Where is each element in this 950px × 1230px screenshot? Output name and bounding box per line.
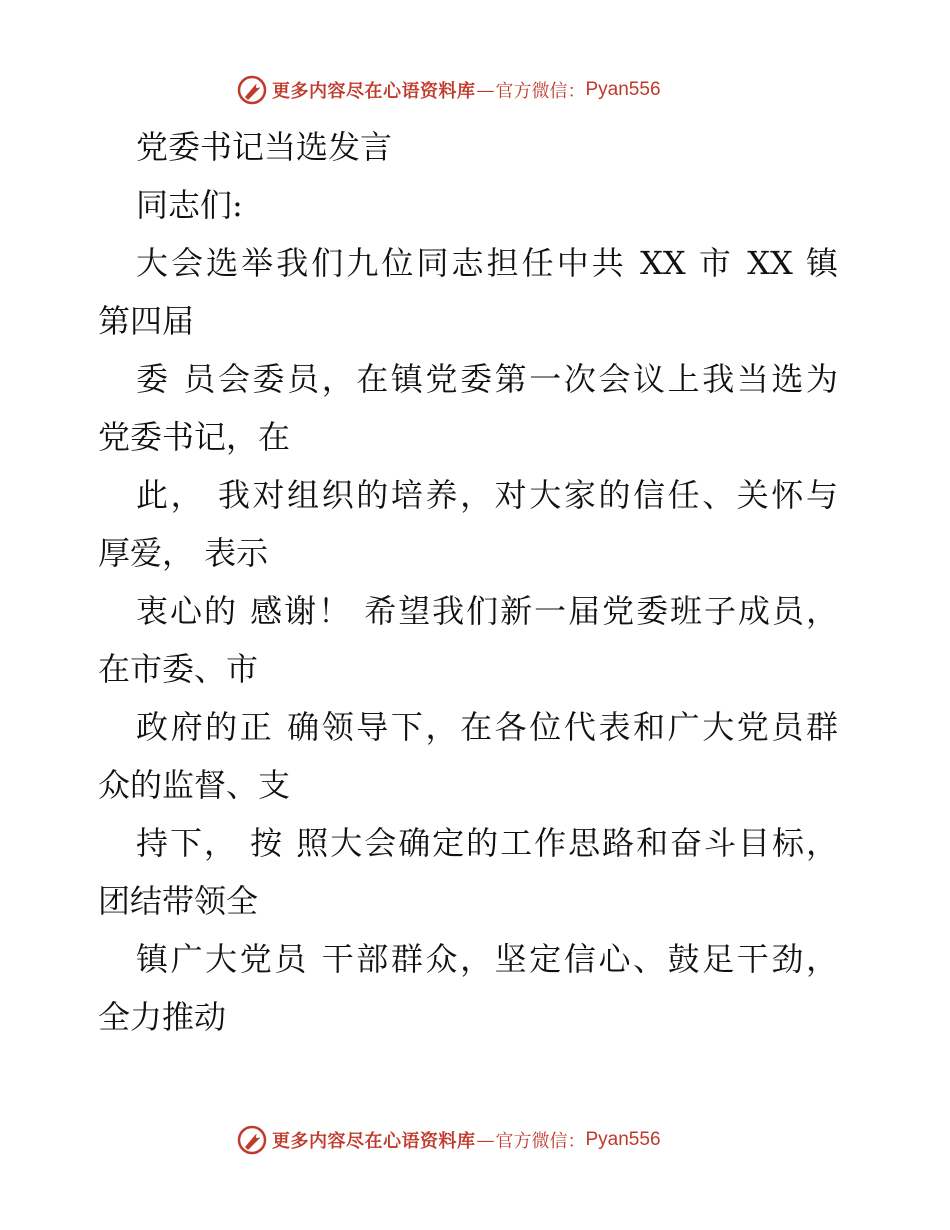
banner-wechat-id: Pyan556 (585, 79, 661, 100)
footer-banner (236, 1122, 716, 1158)
document-title: 党委书记当选发言 (136, 128, 393, 166)
paragraph-line: 委 员会委员，在镇党委第一次会议上我当选为 (136, 360, 838, 398)
paragraph-line: 全力推动 (98, 998, 227, 1036)
paragraph-line: 团结带领全 (98, 882, 259, 920)
header-banner (236, 72, 716, 108)
paragraph-line: 众的监督、支 (98, 766, 291, 804)
document-body (98, 118, 838, 1046)
paragraph-line: 镇广大党员 干部群众，坚定信心、鼓足干劲， (136, 940, 838, 978)
pen-nib-circle-icon (236, 74, 268, 106)
paragraph-line: 第四届 (98, 302, 195, 340)
banner-wechat-label: 官方微信： (495, 1131, 586, 1152)
banner-dash: — (476, 1129, 495, 1151)
paragraph-line: 持下， 按 照大会确定的工作思路和奋斗目标， (136, 824, 838, 862)
banner-wechat-label: 官方微信： (495, 81, 586, 102)
paragraph-line: 厚爱， 表示 (98, 534, 269, 572)
banner-wechat-id: Pyan556 (585, 1129, 661, 1150)
paragraph-line: 衷心的 感谢！ 希望我们新一届党委班子成员， (136, 592, 838, 630)
pen-nib-circle-icon (236, 1124, 268, 1156)
salutation: 同志们: (136, 186, 243, 224)
banner-main-text: 更多内容尽在心语资料库 (272, 1131, 476, 1152)
paragraph-line: 政府的正 确领导下，在各位代表和广大党员群 (136, 708, 838, 746)
banner-dash: — (476, 79, 495, 101)
paragraph-line: 在市委、市 (98, 650, 259, 688)
paragraph-line: 党委书记，在 (98, 418, 291, 456)
paragraph-line: 此， 我对组织的培养，对大家的信任、关怀与 (136, 476, 838, 514)
banner-main-text: 更多内容尽在心语资料库 (272, 81, 476, 102)
paragraph-line: 大会选举我们九位同志担任中共 XX 市 XX 镇 (136, 244, 838, 282)
